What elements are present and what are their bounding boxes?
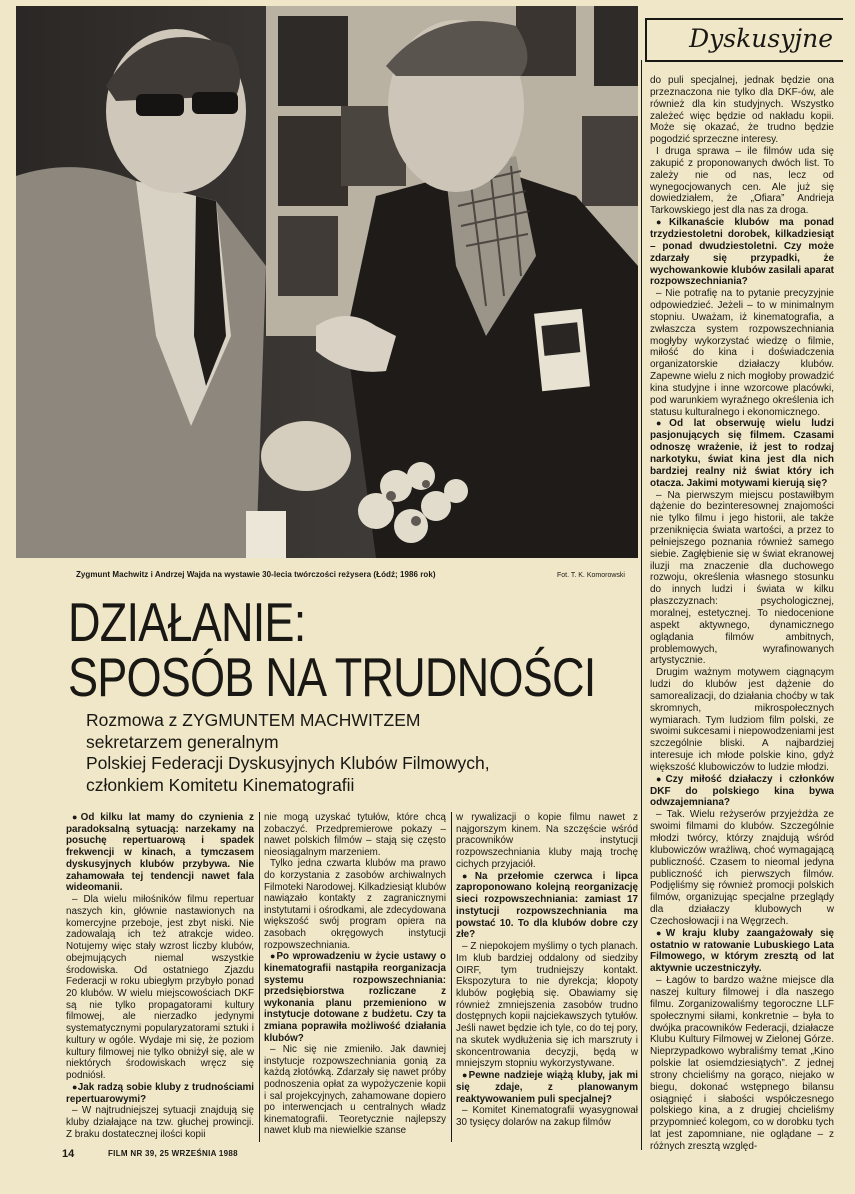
answer-paragraph: nie mogą uzyskać tytułów, które chcą zobaczyć. Przedpremierowe pokazy – nawet polskich filmów – stają się często nieosiągalnym marzeniem. <box>264 812 446 858</box>
answer-paragraph: – Nie potrafię na to pytanie precyzyjnie odpowiedzieć. Jeżeli – to w minimalnym stopniu. Uważam, iż kinematografia, a zwłaszcza system rozpowszechniania mogłyby wykorzystać wiedzę o filmie, miłość do kina i doświadczenia organizatorskie działaczy klubów. Zapewne wielu z nich mogłoby prowadzić kina studyjne i inne wzorcowe placówki, pod warunkiem wyraźnego określenia ich statusu kulturalnego i ekonomicznego. <box>650 288 834 418</box>
question-paragraph: ● Po wprowadzeniu w życie ustawy o kinematografii nastąpiła reorganizacja systemu rozpowszechniania: przedsiębiorstwa rozliczane z wykonania planu przemieniono w instytucje dotowane z budżetu. Czy ta zmiana poprawiła możliwość działania klubów? <box>264 951 446 1044</box>
answer-paragraph: – Dla wielu miłośników filmu repertuar naszych kin, głównie nastawionych na komercyjne przeboje, jest zbyt niski. Nie zadowalają ich też atrakcje wideo. Notujemy więc stały wzrost liczby klubów, obejmujących niemal wszystkie środowiska. Od ostatniego Zjazdu Federacji w roku ubiegłym przybyło ponad 20 klubów. W wielu miejscowościach DKF są nie tylko propagatorami kultury filmowej, ale nierzadko jedynymi systematycznymi popularyzatorami sztuki i kultury w ogóle. Wydaje mi się, że poziom kultury filmowej nie tylko obniżył się, ale w niektórych środowiskach wręcz się podniósł. <box>66 894 254 1082</box>
answer-paragraph: I druga sprawa – ile filmów uda się zakupić z proponowanych dwóch list. To zależy nie od nas, lecz od wynegocjowanych cen. Ale już się dowiedziałem, że „Ofiara” Andrieja Tarkowskiego jest dla nas za droga. <box>650 146 834 217</box>
answer-paragraph: – W najtrudniejszej sytuacji znajdują się kluby działające na tzw. głuchej prowincji. Z braku dostatecznej ilości kopii <box>66 1105 254 1140</box>
question-paragraph: ● Jak radzą sobie kluby z trudnościami repertuarowymi? <box>66 1082 254 1105</box>
subtitle-line: członkiem Komitetu Kinematografii <box>86 774 355 795</box>
answer-paragraph: – Na pierwszym miejscu postawiłbym dążenie do bezinteresownej znajomości nie tylko filmu i jego historii, ale także przeniknięcia świata wartości, a przez to pełniejszego poznania również samego siebie. Zagłębienie się w świat ekranowej iluzji ma znaczenie dla duchowego rozwoju, określenia własnego stosunku do innych ludzi i świata w kilku płaszczyznach: psychologicznej, moralnej, estetycznej. To niedocenione aspekt aktywnego, dynamicznego oglądania filmów ambitnych, problemowych, wyrafinowanych artystycznie. <box>650 489 834 667</box>
question-paragraph: ● Kilkanaście klubów ma ponad trzydziestoletni dorobek, kilkadziesiąt – ponad dwudziestoletni. Czy może zdarzały się przypadki, że wychowankowie klubów zasilali aparat rozpowszechniania? <box>650 217 834 288</box>
answer-paragraph: – Nic się nie zmieniło. Jak dawniej instytucje rozpowszechniania gonią za każdą złotówką. Zdarzały się nawet próby podnoszenia opłat za wypożyczenie kopii i sal projekcyjnych, zahamowane dopiero po interwencjach u centralnych władz kinematografii. Teoretycznie najlepszy nawet klub ma niewielkie szanse <box>264 1044 446 1137</box>
question-paragraph: ● Od lat obserwuję wielu ludzi pasjonujących się filmem. Czasami odnoszę wrażenie, iż jest to rodzaj narkotyku, świat kina jest dla nich bardziej realny niż świat który ich otacza. Jakimi motywami kierują się? <box>650 418 834 489</box>
answer-paragraph: – Komitet Kinematografii wyasygnował 30 tysięcy dolarów na zakup filmów <box>456 1105 638 1129</box>
answer-paragraph: – Łagów to bardzo ważne miejsce dla naszej kultury filmowej i dla naszego filmu. Zorganizowaliśmy tegoroczne LLF społecznymi siłami, konkretnie – była to dwójka pracowników Federacji, działacze Klubu Kultury Filmowej w Zielonej Górze. Nieprzypadkowo wybraliśmy temat „Kino polskie lat osiemdziesiątych”. Z jednej strony chcieliśmy na gorąco, niejako w biegu, dokonać wstępnego bilansu osiągnięć i słabości współczesnego polskiego kina, a z drugiej chcieliśmy przypomnieć kolegom, co w dorobku tych lat jest zapomniane, nie oglądane – z różnych zresztą względ- <box>650 975 834 1152</box>
answer-paragraph: – Z niepokojem myślimy o tych planach. Im klub bardziej oddalony od siedziby OIRF, tym trudniejszy kontakt. Ekspozytura to nie dyrekcja; kłopoty klubów pogłębią się. Obawiamy się również zmniejszenia zasobów trudno dostępnych kopii najciekawszych tytułów. Jeśli nawet będzie ich tyle, co do tej pory, na skutek wydłużenia się ich marszruty i skoncentrowania decyzji, będą w mniejszym stopniu wykorzystywane. <box>456 941 638 1070</box>
photo-credit: Fot. T. K. Komorowski <box>557 572 625 579</box>
article-column-4 <box>650 75 834 1153</box>
article-photo <box>16 6 638 558</box>
answer-paragraph: – Tak. Wielu reżyserów przyjeżdża ze swoimi filmami do klubów. Szczególnie młodzi twórcy, którzy znajdują wśród klubowiczów wrażliwą, choć wymagającą publiczność. Czasem to nieomal jedyna publiczność ich pierwszych filmów. Podjęliśmy się również promocji polskich filmów, organizując specjalne przeglądy dla działaczy klubowych w Czechosłowacji i na Węgrzech. <box>650 809 834 927</box>
question-paragraph: ● Od kilku lat mamy do czynienia z paradoksalną sytuacją: narzekamy na posuchę repertuarową i spadek frekwencji w kinach, a tymczasem dyskusyjnych klubów przybywa. Nie zahamowała tej tendencji nawet fala wideomanii. <box>66 812 254 894</box>
article-title-line-1: DZIAŁANIE: <box>68 591 306 653</box>
question-paragraph: ● Czy miłość działaczy i członków DKF do polskiego kina bywa odwzajemniana? <box>650 774 834 810</box>
answer-paragraph: Tylko jedna czwarta klubów ma prawo do korzystania z zasobów archiwalnych Filmoteki Narodowej. Kilkadziesiąt klubów nawiązało kontakty z zagranicznymi instytutami i ośrodkami, ale zdecydowana większość swój program opiera na zasobach okręgowych instytucji rozpowszechniania. <box>264 858 446 951</box>
question-paragraph: ● Na przełomie czerwca i lipca zaproponowano kolejną reorganizację sieci rozpowszechniania: zamiast 17 instytucji rozpowszechniania ma powstać 10. To dla klubów dobre czy złe? <box>456 871 638 941</box>
article-column-1 <box>66 812 254 1141</box>
article-column-3 <box>456 812 638 1129</box>
subtitle-line: sekretarzem generalnym <box>86 731 279 752</box>
article-subtitle <box>86 710 631 796</box>
subtitle-line: Polskiej Federacji Dyskusyjnych Klubów Filmowych, <box>86 753 490 773</box>
page-number: 14 <box>62 1148 75 1160</box>
divider <box>259 812 260 1142</box>
divider <box>451 812 452 1142</box>
photo-caption: Zygmunt Machwitz i Andrzej Wajda na wystawie 30-lecia twórczości reżysera (Łódź; 1986 rok) <box>76 570 436 579</box>
issue-info: FILM NR 39, 25 WRZEŚNIA 1988 <box>108 1149 238 1158</box>
subtitle-line: Rozmowa z ZYGMUNTEM MACHWITZEM <box>86 710 421 730</box>
article-column-2 <box>264 812 446 1137</box>
question-paragraph: ● W kraju kluby zaangażowały się ostatnio w ratowanie Lubuskiego Lata Filmowego, w którym zresztą od lat aktywnie uczestniczyły. <box>650 928 834 975</box>
section-tag <box>645 18 843 62</box>
answer-paragraph: do puli specjalnej, jednak będzie ona przeznaczona nie tylko dla DKF-ów, ale również dla kin studyjnych. Wszystko zależeć więc będzie od nakładu kopii. Może się okazać, że trudno będzie pogodzić sprzeczne interesy. <box>650 75 834 146</box>
divider <box>641 60 642 1150</box>
question-paragraph: ● Pewne nadzieje wiążą kluby, jak mi się zdaje, z planowanym reaktywowaniem puli specjalnej? <box>456 1070 638 1105</box>
article-title-line-2: SPOSÓB NA TRUDNOŚCI <box>68 646 596 708</box>
photo-illustration <box>16 6 638 558</box>
answer-paragraph: Drugim ważnym motywem ciągnącym ludzi do klubów jest dążenie do samorealizacji, do działania choćby w tak skromnych, mikrospołecznych wymiarach. Tym ludziom film polski, ze swoimi sukcesami i niepowodzeniami jest szczególnie bliski. A najbardziej interesuje ich młode polskie kino, gdyż większość klubowiczów to ludzie młodzi. <box>650 667 834 773</box>
answer-paragraph: w rywalizacji o kopie filmu nawet z najgorszym kinem. Na szczęście wśród pracowników instytucji rozpowszechniania kluby mają trochę cichych przyjaciół. <box>456 812 638 870</box>
section-label: Dyskusyjne <box>689 24 833 53</box>
